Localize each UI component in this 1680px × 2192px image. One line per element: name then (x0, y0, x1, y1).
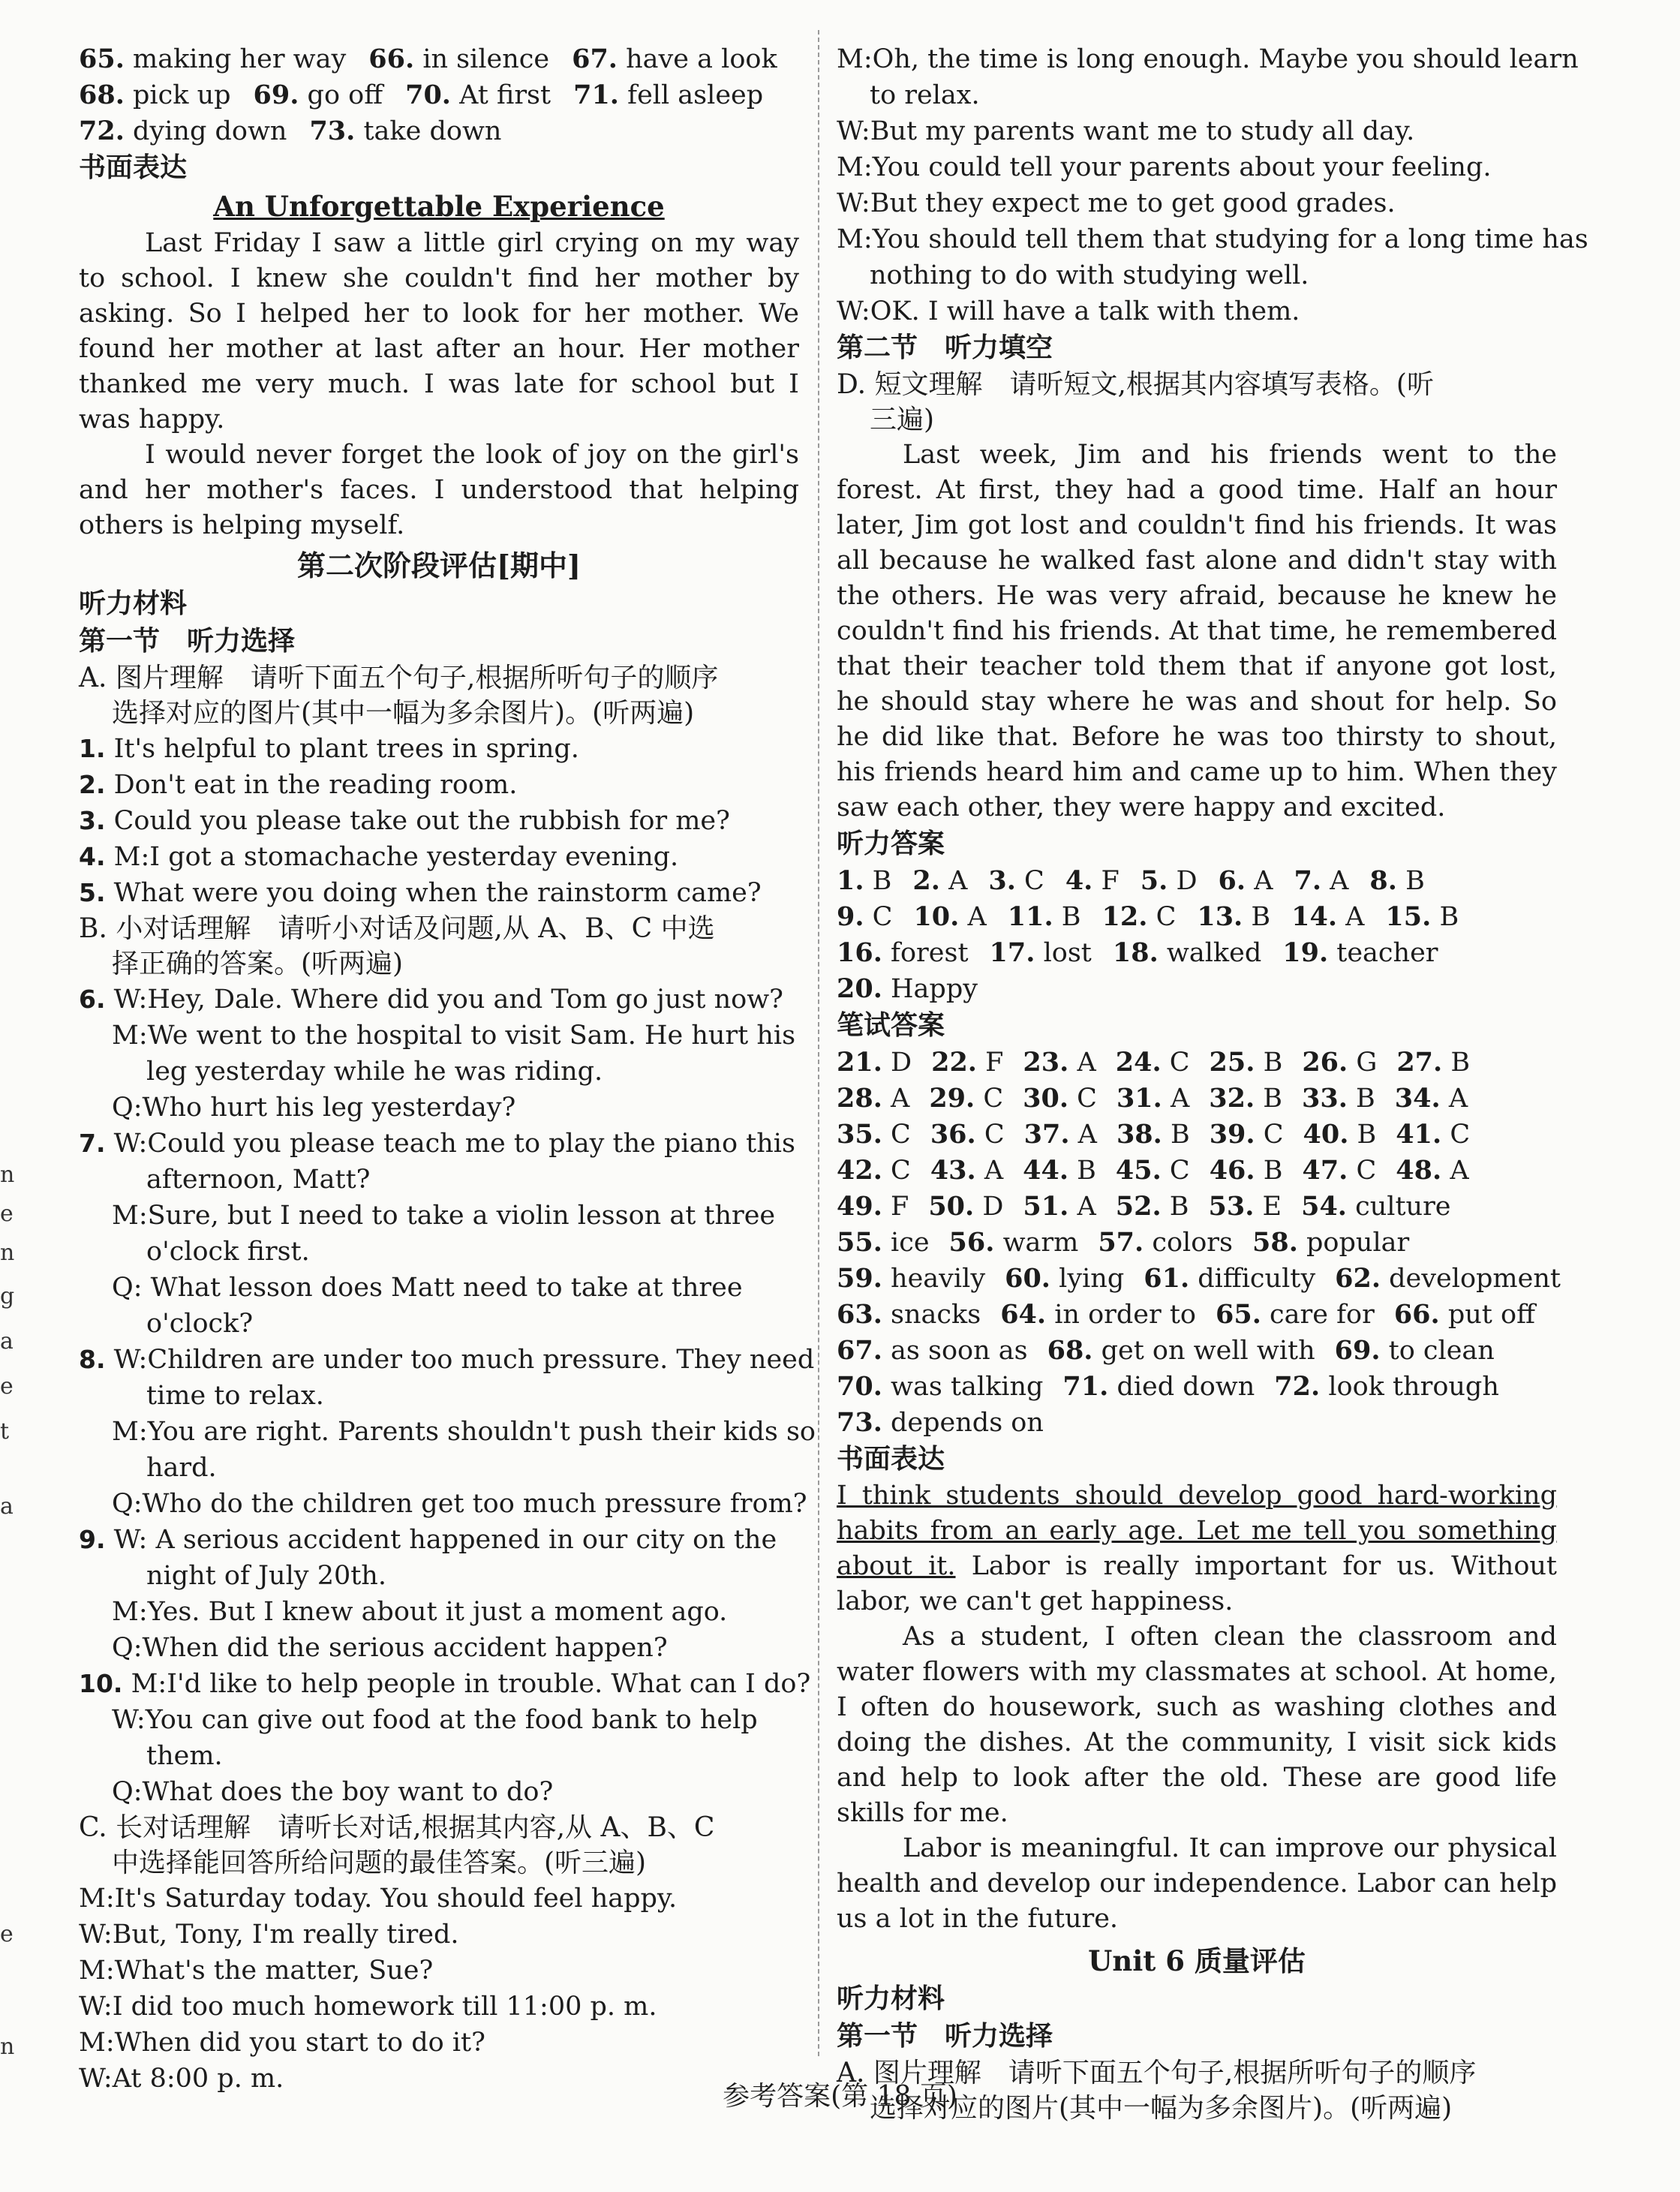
essay-title: An Unforgettable Experience (213, 190, 665, 223)
answer-item: 69. go off (253, 80, 383, 110)
dialog-line: 10. M:I'd like to help people in trouble. What can I do? (79, 1669, 811, 1699)
dialog-line: Q:When did the serious accident happen? (112, 1633, 668, 1663)
answer-item: 39. C (1209, 1119, 1284, 1150)
answer-item: 3. C (988, 865, 1044, 896)
answer-number: 66. (1393, 1299, 1440, 1330)
answer-item: 19. teacher (1282, 937, 1438, 968)
answer-item: 35. C (837, 1119, 911, 1150)
answer-number: 35. (837, 1119, 882, 1150)
answer-item: 21. D (837, 1047, 912, 1078)
answer-row (837, 1333, 1557, 1369)
answer-number: 1. (837, 865, 864, 896)
answer-number: 53. (1208, 1191, 1255, 1222)
answer-row (79, 41, 799, 77)
instruction-a: A. 图片理解 请听下面五个句子,根据所听句子的顺序 (837, 2058, 1477, 2088)
answer-number: 33. (1302, 1083, 1348, 1114)
answer-number: 4. (1065, 865, 1093, 896)
answer-number: 71. (573, 80, 619, 110)
answer-item: 61. difficulty (1144, 1263, 1316, 1294)
answer-item: 67. have a look (572, 44, 777, 74)
answer-number: 41. (1396, 1119, 1442, 1150)
dialog-line: W:You can give out food at the food bank to help (112, 1705, 758, 1735)
answer-item: 72. dying down (79, 116, 287, 146)
answer-item: 15. B (1385, 901, 1459, 932)
answer-number: 64. (1000, 1299, 1047, 1330)
answer-item: 73. take down (309, 116, 502, 146)
answer-item: 44. B (1023, 1155, 1096, 1186)
answer-number: 68. (1047, 1335, 1093, 1366)
answer-item: 47. C (1302, 1155, 1377, 1186)
answer-number: 39. (1209, 1119, 1255, 1150)
answer-item: 65. making her way (79, 44, 347, 74)
edge-letter: n (0, 1240, 15, 1266)
dialog-line: 8. W:Children are under too much pressure. They need (79, 1345, 815, 1375)
answer-number: 42. (837, 1155, 882, 1186)
item-number: 7. (79, 1129, 106, 1158)
answer-number: 10. (913, 901, 960, 932)
listening-material-label: 听力材料 (79, 588, 188, 619)
part1-heading: 第一节 听力选择 (79, 626, 296, 657)
answer-number: 50. (928, 1191, 975, 1222)
answer-row (837, 1405, 1557, 1441)
answer-row (837, 1261, 1561, 1297)
answer-item: 23. A (1023, 1047, 1096, 1078)
edge-letter: t (0, 1418, 10, 1445)
answer-item: 2. A (912, 865, 968, 896)
item-number: 3. (79, 806, 106, 835)
dialog-line: time to relax. (146, 1381, 324, 1411)
answer-item: 18. walked (1112, 937, 1262, 968)
answer-number: 16. (837, 937, 882, 968)
answer-item: 65. care for (1216, 1299, 1375, 1330)
long-dialog-continued (837, 41, 1588, 329)
answer-number: 12. (1101, 901, 1148, 932)
sentence-item: 5. What were you doing when the rainstorm came? (79, 878, 762, 908)
answer-number: 6. (1218, 865, 1246, 896)
answer-item: 6. A (1218, 865, 1273, 896)
answer-item: 17. lost (989, 937, 1092, 968)
answer-number: 59. (837, 1263, 882, 1294)
writing-label: 书面表达 (837, 1444, 945, 1475)
answer-item: 9. C (837, 901, 893, 932)
answer-item: 63. snacks (837, 1299, 981, 1330)
dialog-line: M:You could tell your parents about your feeling. (837, 152, 1492, 182)
answer-row (837, 863, 1557, 899)
answer-number: 44. (1023, 1155, 1069, 1186)
unit-title: Unit 6 质量评估 (1088, 1944, 1306, 1977)
answer-item: 59. heavily (837, 1263, 986, 1294)
answer-number: 24. (1115, 1047, 1162, 1078)
answer-number: 49. (837, 1191, 882, 1222)
answer-row (79, 113, 799, 149)
essay-underlined-intro: I think students should develop good hard-working habits from an early age. Let me tell you something about it. (837, 1481, 1557, 1581)
answer-row (837, 935, 1557, 971)
answer-number: 70. (405, 80, 451, 110)
dialog-line: afternoon, Matt? (146, 1165, 371, 1195)
answer-item: 36. C (930, 1119, 1005, 1150)
answer-number: 17. (989, 937, 1035, 968)
answer-number: 47. (1302, 1155, 1348, 1186)
answer-number: 72. (1274, 1371, 1321, 1402)
dialog-line: them. (146, 1741, 223, 1771)
dialog-line: M:Yes. But I knew about it just a moment ago. (112, 1597, 728, 1627)
answer-number: 37. (1023, 1119, 1070, 1150)
answer-number: 48. (1396, 1155, 1442, 1186)
answer-item: 8. B (1369, 865, 1425, 896)
answer-number: 25. (1209, 1047, 1255, 1078)
instruction-c: C. 长对话理解 请听长对话,根据其内容,从 A、B、C (79, 1812, 715, 1843)
answer-item: 62. development (1335, 1263, 1561, 1294)
dialog-line: W:At 8:00 p. m. (79, 2064, 284, 2094)
dialog-line: Q:What does the boy want to do? (112, 1777, 554, 1807)
answer-item: 51. A (1023, 1191, 1096, 1222)
answer-item: 31. A (1116, 1083, 1190, 1114)
answer-number: 52. (1115, 1191, 1162, 1222)
answer-item: 32. B (1209, 1083, 1283, 1114)
sentence-item: 3. Could you please take out the rubbish for me? (79, 806, 730, 836)
dialog-line: M:Oh, the time is long enough. Maybe you should learn (837, 44, 1579, 74)
essay-paragraph: I would never forget the look of joy on the girl's and her mother's faces. I understood that helping others is helping myself. (79, 440, 799, 540)
dialog-line: W:But they expect me to get good grades. (837, 188, 1396, 218)
answer-number: 21. (837, 1047, 882, 1078)
answer-number: 3. (988, 865, 1016, 896)
answer-number: 62. (1335, 1263, 1381, 1294)
dialog-line: M:Sure, but I need to take a violin lesson at three (112, 1201, 776, 1231)
answer-number: 67. (837, 1335, 882, 1366)
answer-number: 32. (1209, 1083, 1255, 1114)
answer-item: 40. B (1303, 1119, 1377, 1150)
dialog-line: M:When did you start to do it? (79, 2028, 485, 2058)
answer-number: 8. (1369, 865, 1397, 896)
dialog-line: 9. W: A serious accident happened in our city on the (79, 1525, 777, 1555)
answer-row (837, 1369, 1557, 1405)
dialog-line: hard. (146, 1453, 217, 1483)
item-number: 2. (79, 770, 106, 799)
answer-item: 11. B (1007, 901, 1081, 932)
answer-item: 56. warm (948, 1227, 1079, 1258)
answer-item: 27. B (1396, 1047, 1471, 1078)
listening-passage: Last week, Jim and his friends went to the forest. At first, they had a good time. Half an hour later, Jim got lost and couldn't find his friends. It was all because he walked fast alone and didn't stay with the others. He was very afraid, because he knew he couldn't find his friends. At that time, he remembered that their teacher told them that if anyone got lost, he should stay where he was and shout for help. So he did like that. Before he was too thirsty to shout, his friends heard him and came up to him. When they saw each other, they were happy and excited. (837, 440, 1557, 822)
answer-item: 67. as soon as (837, 1335, 1028, 1366)
answer-number: 67. (572, 44, 618, 74)
essay-paragraph: Last Friday I saw a little girl crying on my way to school. I knew she couldn't find her mother by asking. So I helped her to look for her mother. We found her mother at last after an hour. Her mother thanked me very much. I was late for school but I was happy. (79, 228, 799, 434)
instruction-b: 择正确的答案。(听两遍) (112, 949, 404, 979)
answer-number: 73. (309, 116, 356, 146)
answer-number: 54. (1301, 1191, 1347, 1222)
long-dialog (79, 1881, 799, 2097)
answer-number: 63. (837, 1299, 882, 1330)
answer-item: 37. A (1023, 1119, 1097, 1150)
dialog-line: M:We went to the hospital to visit Sam. He hurt his (112, 1021, 796, 1051)
answer-row (837, 1297, 1557, 1333)
answer-item: 20. Happy (837, 973, 978, 1004)
item-number: 9. (79, 1525, 106, 1554)
instruction-c: 中选择能回答所给问题的最佳答案。(听三遍) (112, 1848, 647, 1878)
answer-item: 69. to clean (1334, 1335, 1495, 1366)
answer-item: 41. C (1396, 1119, 1471, 1150)
answer-item: 1. B (837, 865, 892, 896)
answer-item: 52. B (1115, 1191, 1189, 1222)
answer-number: 18. (1112, 937, 1159, 968)
answer-item: 71. died down (1062, 1371, 1255, 1402)
answer-row (837, 899, 1557, 935)
answer-item: 13. B (1197, 901, 1271, 932)
right-column (837, 41, 1588, 2126)
dialog-line: o'clock? (146, 1309, 254, 1339)
edge-letter: e (0, 1201, 14, 1227)
answer-number: 71. (1062, 1371, 1109, 1402)
answer-item: 29. C (929, 1083, 1004, 1114)
answer-number: 7. (1294, 865, 1322, 896)
answer-number: 34. (1394, 1083, 1441, 1114)
answer-row (837, 1045, 1557, 1081)
answer-row (837, 1117, 1557, 1153)
answer-number: 2. (912, 865, 940, 896)
answer-number: 28. (837, 1083, 882, 1114)
answer-item: 66. in silence (368, 44, 550, 74)
answer-row (79, 77, 799, 113)
instruction-a: A. 图片理解 请听下面五个句子,根据所听句子的顺序 (79, 663, 719, 693)
answer-row (837, 1153, 1557, 1189)
item-number: 6. (79, 985, 106, 1014)
answer-number: 20. (837, 973, 882, 1004)
section-title: 第二次阶段评估[期中] (297, 549, 581, 582)
dialog-line: 7. W:Could you please teach me to play the piano this (79, 1129, 795, 1159)
answer-item: 68. get on well with (1047, 1335, 1315, 1366)
dialog-line: nothing to do with studying well. (870, 260, 1309, 290)
answer-item: 5. D (1140, 865, 1198, 896)
answer-item: 34. A (1394, 1083, 1468, 1114)
item-number: 5. (79, 878, 106, 907)
answer-item: 33. B (1302, 1083, 1375, 1114)
answer-number: 68. (79, 80, 125, 110)
answer-number: 45. (1115, 1155, 1162, 1186)
dialog-line: night of July 20th. (146, 1561, 386, 1591)
sentence-item: 4. M:I got a stomachache yesterday evening. (79, 842, 679, 872)
edge-letter: e (0, 1921, 14, 1947)
answer-number: 27. (1396, 1047, 1443, 1078)
answer-number: 11. (1007, 901, 1053, 932)
part1-heading: 第一节 听力选择 (837, 2021, 1053, 2052)
dialog-line: Q:Who hurt his leg yesterday? (112, 1093, 516, 1123)
answer-item: 66. put off (1393, 1299, 1535, 1330)
left-column (79, 41, 816, 2097)
edge-letter: n (0, 1162, 15, 1188)
answer-item: 57. colors (1098, 1227, 1233, 1258)
answer-item: 16. forest (837, 937, 969, 968)
edge-letter: n (0, 2034, 15, 2060)
answer-item: 71. fell asleep (573, 80, 764, 110)
answer-item: 50. D (928, 1191, 1004, 1222)
dialog-line: M:You should tell them that studying for a long time has (837, 224, 1588, 254)
answer-item: 28. A (837, 1083, 910, 1114)
answer-number: 23. (1023, 1047, 1069, 1078)
answer-number: 69. (253, 80, 299, 110)
instruction-a: 选择对应的图片(其中一幅为多余图片)。(听两遍) (112, 698, 695, 729)
answer-item: 4. F (1065, 865, 1119, 896)
dialog-line: W:I did too much homework till 11:00 p. m. (79, 1992, 657, 2022)
item-number: 4. (79, 842, 106, 871)
answer-number: 36. (930, 1119, 976, 1150)
dialog-line: Q: What lesson does Matt need to take at three (112, 1273, 743, 1303)
answer-item: 64. in order to (1000, 1299, 1196, 1330)
dialog-line: Q:Who do the children get too much pressure from? (112, 1489, 807, 1519)
dialog-line: W:But, Tony, I'm really tired. (79, 1920, 459, 1950)
answer-item: 60. lying (1005, 1263, 1125, 1294)
dialog-line: leg yesterday while he was riding. (146, 1057, 603, 1087)
answer-item: 26. G (1302, 1047, 1378, 1078)
sentence-item: 1. It's helpful to plant trees in spring. (79, 734, 579, 764)
essay-paragraph: Labor is meaningful. It can improve our physical health and develop our independence. Labor can help us a lot in the future. (837, 1833, 1557, 1934)
sentence-item: 2. Don't eat in the reading room. (79, 770, 518, 800)
writing-label: 书面表达 (79, 152, 188, 183)
answer-item: 46. B (1209, 1155, 1283, 1186)
edge-letter: a (0, 1493, 14, 1520)
answer-number: 73. (837, 1407, 882, 1438)
answer-number: 60. (1005, 1263, 1050, 1294)
instruction-b: B. 小对话理解 请听小对话及问题,从 A、B、C 中选 (79, 913, 715, 944)
answer-item: 7. A (1294, 865, 1349, 896)
answer-number: 70. (837, 1371, 882, 1402)
edge-letter: g (0, 1283, 15, 1309)
answer-number: 66. (368, 44, 415, 74)
answer-number: 5. (1140, 865, 1168, 896)
dialog-line: M:It's Saturday today. You should feel happy. (79, 1884, 678, 1914)
answer-item: 68. pick up (79, 80, 231, 110)
picture-sentences (79, 731, 799, 911)
answer-item: 43. A (930, 1155, 1004, 1186)
answer-number: 22. (931, 1047, 977, 1078)
answer-item: 25. B (1209, 1047, 1283, 1078)
answer-number: 26. (1302, 1047, 1348, 1078)
answer-row (837, 1225, 1557, 1261)
answer-number: 30. (1023, 1083, 1069, 1114)
answer-row (837, 1189, 1557, 1225)
answer-item: 48. A (1396, 1155, 1469, 1186)
instruction-a: 选择对应的图片(其中一幅为多余图片)。(听两遍) (870, 2093, 1453, 2124)
listening-answers-label: 听力答案 (837, 828, 945, 859)
answer-item: 42. C (837, 1155, 911, 1186)
answer-number: 38. (1116, 1119, 1162, 1150)
answer-number: 72. (79, 116, 125, 146)
answer-number: 29. (929, 1083, 975, 1114)
answer-item: 70. was talking (837, 1371, 1044, 1402)
essay-paragraph: As a student, I often clean the classroom and water flowers with my classmates at school. At home, I often do housework, such as washing clothes and doing the dishes. At the community, I visit sick kids and help to look after the old. These are good life skills for me. (837, 1622, 1557, 1828)
answer-number: 65. (1216, 1299, 1261, 1330)
answer-number: 40. (1303, 1119, 1349, 1150)
answer-number: 31. (1116, 1083, 1162, 1114)
answer-item: 10. A (913, 901, 987, 932)
edge-letter: e (0, 1373, 14, 1400)
answer-number: 9. (837, 901, 864, 932)
dialog-line: M:You are right. Parents shouldn't push their kids so (112, 1417, 816, 1447)
answers-65-73 (79, 41, 799, 149)
part2-heading: 第二节 听力填空 (837, 332, 1053, 363)
answer-item: 12. C (1101, 901, 1177, 932)
answer-item: 38. B (1116, 1119, 1190, 1150)
answer-item: 73. depends on (837, 1407, 1044, 1438)
answer-item: 54. culture (1301, 1191, 1451, 1222)
answer-number: 15. (1385, 901, 1432, 932)
answer-number: 56. (948, 1227, 995, 1258)
listening-answers (837, 863, 1557, 1007)
answer-item: 45. C (1115, 1155, 1190, 1186)
answer-item: 22. F (931, 1047, 1004, 1078)
answer-number: 19. (1282, 937, 1329, 968)
answer-item: 70. At first (405, 80, 551, 110)
answer-number: 61. (1144, 1263, 1190, 1294)
answer-number: 51. (1023, 1191, 1069, 1222)
answer-item: 30. C (1023, 1083, 1097, 1114)
listening-material-label: 听力材料 (837, 1983, 945, 2014)
written-answers-label: 笔试答案 (837, 1010, 945, 1041)
short-dialogs (79, 982, 816, 1810)
page-footer: 参考答案(第 18 页) (723, 2081, 957, 2112)
item-number: 1. (79, 734, 106, 763)
answer-number: 55. (837, 1227, 882, 1258)
essay-paragraph: I think students should develop good hard-working habits from an early age. Let me tell you something about it. Labor is really important for us. Without labor, we can't get happiness. (837, 1481, 1557, 1616)
instruction-d: D. 短文理解 请听短文,根据其内容填写表格。(听 (837, 369, 1434, 400)
answer-item: 49. F (837, 1191, 909, 1222)
dialog-line: to relax. (870, 80, 980, 110)
answer-item: 24. C (1115, 1047, 1190, 1078)
item-number: 10. (79, 1669, 123, 1698)
answer-row (837, 971, 1557, 1007)
column-divider (818, 30, 819, 2056)
answer-item: 14. A (1291, 901, 1365, 932)
instruction-d: 三遍) (870, 404, 935, 435)
answer-number: 58. (1252, 1227, 1298, 1258)
answer-number: 57. (1098, 1227, 1144, 1258)
answer-row (837, 1081, 1557, 1117)
item-number: 8. (79, 1345, 106, 1374)
answer-number: 65. (79, 44, 125, 74)
answer-item: 58. popular (1252, 1227, 1410, 1258)
dialog-line: W:But my parents want me to study all day. (837, 116, 1415, 146)
answer-number: 14. (1291, 901, 1338, 932)
answer-number: 69. (1334, 1335, 1381, 1366)
answer-item: 55. ice (837, 1227, 930, 1258)
written-answers (837, 1045, 1561, 1441)
answer-number: 13. (1197, 901, 1243, 932)
dialog-line: W:OK. I will have a talk with them. (837, 296, 1300, 326)
answer-item: 72. look through (1274, 1371, 1499, 1402)
dialog-line: M:What's the matter, Sue? (79, 1956, 434, 1986)
answer-number: 46. (1209, 1155, 1255, 1186)
edge-letter: a (0, 1328, 14, 1355)
answer-item: 53. E (1208, 1191, 1282, 1222)
answer-number: 43. (930, 1155, 976, 1186)
dialog-line: 6. W:Hey, Dale. Where did you and Tom go just now? (79, 985, 783, 1015)
dialog-line: o'clock first. (146, 1237, 310, 1267)
